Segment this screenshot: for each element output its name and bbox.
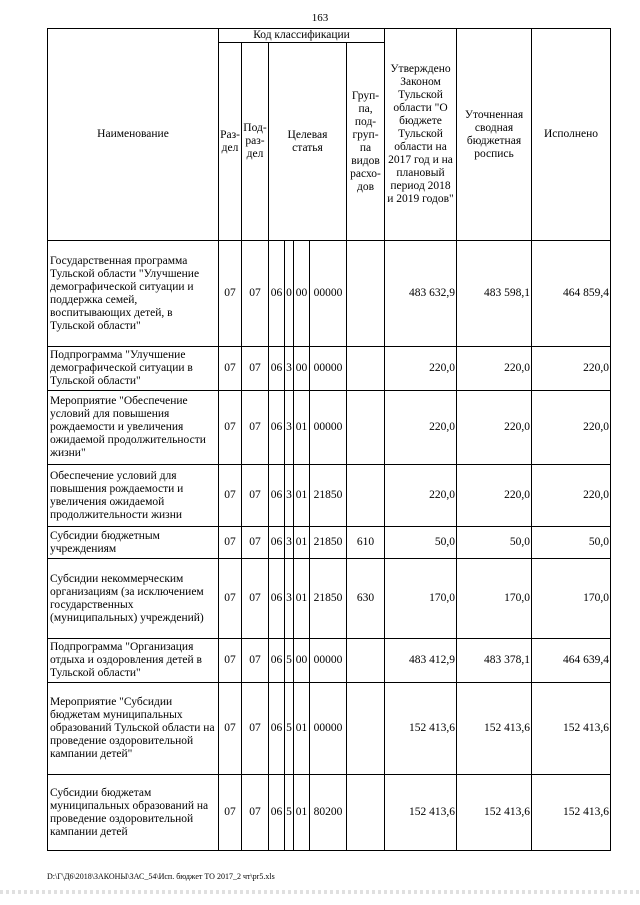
row-approved: 483 632,9 bbox=[385, 241, 457, 347]
header-refined: Уточненная сводная бюджетная роспись bbox=[457, 29, 532, 241]
table-row bbox=[48, 347, 611, 391]
row-refined: 170,0 bbox=[457, 559, 532, 639]
row-target-direction: 00000 bbox=[310, 347, 347, 391]
row-podrazdel: 07 bbox=[242, 391, 269, 465]
row-executed: 50,0 bbox=[532, 527, 611, 559]
row-target-event: 00 bbox=[294, 639, 310, 683]
row-expense-group bbox=[347, 683, 385, 775]
header-target: Целевая статья bbox=[269, 43, 347, 241]
row-podrazdel: 07 bbox=[242, 559, 269, 639]
header-podrazdel: Под-раз-дел bbox=[242, 43, 269, 241]
table-row bbox=[48, 391, 611, 465]
row-expense-group bbox=[347, 347, 385, 391]
row-refined: 483 598,1 bbox=[457, 241, 532, 347]
table-row bbox=[48, 465, 611, 527]
row-refined: 50,0 bbox=[457, 527, 532, 559]
row-approved: 220,0 bbox=[385, 391, 457, 465]
row-target-direction: 00000 bbox=[310, 683, 347, 775]
row-refined: 152 413,6 bbox=[457, 775, 532, 851]
row-name: Государственная программа Тульской области "Улучшение демографической ситуации и поддержка семей, воспитывающих детей, в Тульской области" bbox=[48, 241, 219, 347]
row-expense-group bbox=[347, 465, 385, 527]
row-podrazdel: 07 bbox=[242, 347, 269, 391]
row-target-direction: 80200 bbox=[310, 775, 347, 851]
row-refined: 152 413,6 bbox=[457, 683, 532, 775]
file-path: D:\Г\Д6\2018\ЗАКОНЫ\ЗАС_54\Исп. бюджет ТО 2017_2 чт\pr5.xls bbox=[47, 872, 275, 881]
row-target-program: 06 bbox=[269, 391, 285, 465]
budget-table bbox=[47, 28, 611, 851]
table-row bbox=[48, 639, 611, 683]
row-podrazdel: 07 bbox=[242, 639, 269, 683]
row-podrazdel: 07 bbox=[242, 683, 269, 775]
row-expense-group bbox=[347, 775, 385, 851]
row-target-subprogram: 0 bbox=[285, 241, 294, 347]
row-target-event: 01 bbox=[294, 391, 310, 465]
row-target-event: 01 bbox=[294, 683, 310, 775]
row-target-event: 00 bbox=[294, 241, 310, 347]
row-target-direction: 00000 bbox=[310, 639, 347, 683]
row-approved: 220,0 bbox=[385, 347, 457, 391]
row-razdel: 07 bbox=[219, 559, 242, 639]
row-executed: 464 639,4 bbox=[532, 639, 611, 683]
row-target-subprogram: 3 bbox=[285, 559, 294, 639]
row-target-direction: 21850 bbox=[310, 465, 347, 527]
row-razdel: 07 bbox=[219, 775, 242, 851]
row-target-subprogram: 3 bbox=[285, 391, 294, 465]
header-razdel: Раз-дел bbox=[219, 43, 242, 241]
row-razdel: 07 bbox=[219, 347, 242, 391]
row-approved: 50,0 bbox=[385, 527, 457, 559]
row-target-subprogram: 3 bbox=[285, 465, 294, 527]
page-number: 163 bbox=[311, 12, 329, 24]
row-refined: 483 378,1 bbox=[457, 639, 532, 683]
row-name: Субсидии бюджетам муниципальных образований на проведение оздоровительной кампании детей bbox=[48, 775, 219, 851]
row-razdel: 07 bbox=[219, 465, 242, 527]
row-podrazdel: 07 bbox=[242, 527, 269, 559]
row-target-subprogram: 5 bbox=[285, 639, 294, 683]
row-target-program: 06 bbox=[269, 559, 285, 639]
row-name: Субсидии некоммерческим организациям (за исключением государственных (муниципальных) учреждений) bbox=[48, 559, 219, 639]
row-target-subprogram: 5 bbox=[285, 683, 294, 775]
row-name: Субсидии бюджетным учреждениям bbox=[48, 527, 219, 559]
table-row bbox=[48, 683, 611, 775]
table-row bbox=[48, 559, 611, 639]
row-razdel: 07 bbox=[219, 683, 242, 775]
row-executed: 152 413,6 bbox=[532, 775, 611, 851]
row-name: Обеспечение условий для повышения рождаемости и увеличения ожидаемой продолжительности жизни bbox=[48, 465, 219, 527]
row-name: Подпрограмма "Улучшение демографической ситуации в Тульской области" bbox=[48, 347, 219, 391]
row-target-direction: 00000 bbox=[310, 241, 347, 347]
row-name: Мероприятие "Обеспечение условий для повышения рождаемости и увеличения ожидаемой продолжительности жизни" bbox=[48, 391, 219, 465]
row-approved: 220,0 bbox=[385, 465, 457, 527]
row-target-event: 01 bbox=[294, 527, 310, 559]
row-expense-group bbox=[347, 241, 385, 347]
row-target-program: 06 bbox=[269, 241, 285, 347]
row-executed: 464 859,4 bbox=[532, 241, 611, 347]
row-target-program: 06 bbox=[269, 683, 285, 775]
row-executed: 220,0 bbox=[532, 465, 611, 527]
row-executed: 170,0 bbox=[532, 559, 611, 639]
row-name: Мероприятие "Субсидии бюджетам муниципальных образований Тульской области на проведение оздоровительной кампании детей" bbox=[48, 683, 219, 775]
row-target-event: 01 bbox=[294, 559, 310, 639]
row-approved: 152 413,6 bbox=[385, 775, 457, 851]
table-row bbox=[48, 241, 611, 347]
table-row bbox=[48, 775, 611, 851]
row-target-program: 06 bbox=[269, 639, 285, 683]
row-expense-group bbox=[347, 391, 385, 465]
row-refined: 220,0 bbox=[457, 347, 532, 391]
row-expense-group: 630 bbox=[347, 559, 385, 639]
header-executed: Исполнено bbox=[532, 29, 611, 241]
row-executed: 220,0 bbox=[532, 391, 611, 465]
row-approved: 152 413,6 bbox=[385, 683, 457, 775]
row-expense-group bbox=[347, 639, 385, 683]
header-group: Груп-па, под-груп-па видов расхо-дов bbox=[347, 43, 385, 241]
row-name: Подпрограмма "Организация отдыха и оздоровления детей в Тульской области" bbox=[48, 639, 219, 683]
row-razdel: 07 bbox=[219, 527, 242, 559]
row-target-subprogram: 3 bbox=[285, 347, 294, 391]
scan-edge bbox=[0, 890, 640, 894]
row-target-event: 01 bbox=[294, 465, 310, 527]
row-target-direction: 00000 bbox=[310, 391, 347, 465]
row-target-program: 06 bbox=[269, 347, 285, 391]
row-executed: 220,0 bbox=[532, 347, 611, 391]
header-row-1 bbox=[48, 29, 611, 43]
row-refined: 220,0 bbox=[457, 465, 532, 527]
header-code-group: Код классификации bbox=[219, 29, 385, 43]
row-target-program: 06 bbox=[269, 465, 285, 527]
row-target-direction: 21850 bbox=[310, 527, 347, 559]
row-razdel: 07 bbox=[219, 391, 242, 465]
row-target-event: 00 bbox=[294, 347, 310, 391]
table-row bbox=[48, 527, 611, 559]
row-approved: 170,0 bbox=[385, 559, 457, 639]
row-razdel: 07 bbox=[219, 241, 242, 347]
row-target-program: 06 bbox=[269, 775, 285, 851]
row-podrazdel: 07 bbox=[242, 241, 269, 347]
row-podrazdel: 07 bbox=[242, 775, 269, 851]
row-refined: 220,0 bbox=[457, 391, 532, 465]
row-executed: 152 413,6 bbox=[532, 683, 611, 775]
row-target-subprogram: 3 bbox=[285, 527, 294, 559]
header-approved: Утверждено Законом Тульской области "О бюджете Тульской области на 2017 год и на плановый период 2018 и 2019 годов" bbox=[385, 29, 457, 241]
header-name: Наименование bbox=[48, 29, 219, 241]
row-podrazdel: 07 bbox=[242, 465, 269, 527]
row-target-subprogram: 5 bbox=[285, 775, 294, 851]
row-target-event: 01 bbox=[294, 775, 310, 851]
row-target-program: 06 bbox=[269, 527, 285, 559]
row-expense-group: 610 bbox=[347, 527, 385, 559]
row-approved: 483 412,9 bbox=[385, 639, 457, 683]
row-razdel: 07 bbox=[219, 639, 242, 683]
row-target-direction: 21850 bbox=[310, 559, 347, 639]
